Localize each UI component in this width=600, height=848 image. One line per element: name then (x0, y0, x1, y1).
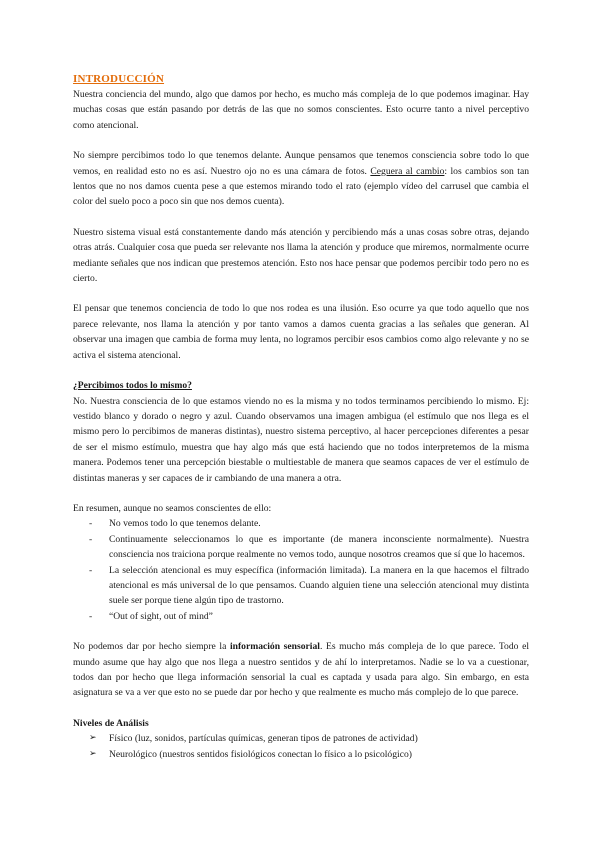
paragraph-ambiguous: No. Nuestra consciencia de lo que estamos viendo no es la misma y no todos terminamos percibiendo lo mismo. Ej: vestido blanco y dorado o negro y azul. Cuando observamos una imagen ambigua (el estímulo que nos llega es el mismo pero lo percibimos de maneras distintas), nuestro sistema perceptivo, al hacer percepciones diferentes a pesar de ser el mismo estímulo, muestra que hay algo más que está haciendo que no todos interpretemos de la misma manera. Podemos tener una percepción biestable o multiestable de manera que seamos capaces de ver el estímulo de distintas maneras y ser capaces de ir cambiando de una manera a otra. (73, 395, 529, 484)
list-item: - No vemos todo lo que tenemos delante. (109, 516, 529, 531)
list-item (89, 747, 529, 762)
list-item: - Continuamente seleccionamos lo que es importante (de manera inconsciente normalmente). Nuestra consciencia nos traiciona porque realmente no vemos todo, aunque nosotros creamos que sí que lo hacemos. (109, 532, 529, 563)
change-blindness-term: Ceguera al cambio (370, 165, 445, 177)
summary-list (73, 516, 529, 624)
list-item-text: Neurológico (nuestros sentidos fisiológicos conectan lo físico a lo psicológico) (109, 748, 412, 760)
levels-list (73, 731, 529, 762)
paragraph-text: No siempre percibimos todo lo que tenemos delante. Aunque pensamos que tenemos consciencia sobre todo lo que vemos, en realidad esto no es así. Nuestro ojo no es una cámara de fotos. (73, 150, 529, 177)
paragraph-change-blindness (73, 148, 529, 210)
subheading-levels: Niveles de Análisis (73, 717, 149, 729)
paragraph-text: : los cambios son tan lentos que no nos damos cuenta pese a que estemos mirando todo el rato (ejemplo vídeo del carrusel que cambia el color del suelo poco a poco sin que nos demos cuenta). (73, 165, 530, 208)
paragraph-illusion: El pensar que tenemos conciencia de todo lo que nos rodea es una ilusión. Eso ocurre ya que todo aquello que nos parece relevante, nos llama la atención y por tanto vamos a damos cuenta gracias a las señales que generan. Al observar una imagen que cambia de forma muy lenta, no logramos percibir esos cambios como algo relevante y no se activa el sistema atencional. (73, 303, 529, 361)
arrow-bullet-icon: ➢ (89, 733, 97, 744)
list-item-text: Físico (luz, sonidos, partículas químicas, generan tipos de patrones de actividad) (109, 733, 418, 745)
paragraph-visual-system: Nuestro sistema visual está constantemente dando más atención y percibiendo más a unas cosas sobre otras, dejando otras atrás. Cualquier cosa que pueda ser relevante nos llama la atención y produce que miremos, normalmente ocurre mediante señales que nos indican que prestemos atención. Esto nos hace pensar que podemos percibir todo pero no es cierto. (73, 226, 529, 285)
paragraph-sensory-info (73, 639, 529, 701)
paragraph-text: . Es mucho más compleja de lo que parece. Todo el mundo asume que hay algo que nos llega a nuestro sentidos y de ahí lo interpretamos. Nadie se lo va a cuestionar, todos dan por hecho que llega información sensorial la cual es captada y usada para algo. Sin embargo, en esta asignatura se va a ver que esto no se puede dar por hecho y que realmente es mucho más complejo de lo que parece. (73, 641, 529, 699)
list-item: - La selección atencional es muy específica (información limitada). La manera en la que hacemos el filtrado atencional es más universal de lo que pensamos. Cuando alguien tiene una selección atencional muy distinta suele ser porque tiene algún tipo de trastorno. (109, 563, 529, 609)
section-title: INTRODUCCIÓN (73, 73, 165, 85)
paragraph-summary-intro: En resumen, aunque no seamos conscientes de ello: (73, 502, 272, 514)
list-item: - “Out of sight, out of mind” (109, 609, 529, 624)
sensory-info-term: información sensorial (229, 641, 320, 653)
list-item (89, 731, 529, 746)
paragraph-text: No podemos dar por hecho siempre la (73, 641, 230, 653)
paragraph-intro: Nuestra conciencia del mundo, algo que damos por hecho, es mucho más compleja de lo que podemos imaginar. Hay muchas cosas que están pasando por detrás de las que no somos conscientes. Esto ocurre tanto a nivel perceptivo como atencional. (73, 89, 529, 131)
subheading-perception: ¿Percibimos todos lo mismo? (73, 380, 192, 392)
arrow-bullet-icon: ➢ (89, 748, 97, 759)
document-body (73, 72, 529, 762)
